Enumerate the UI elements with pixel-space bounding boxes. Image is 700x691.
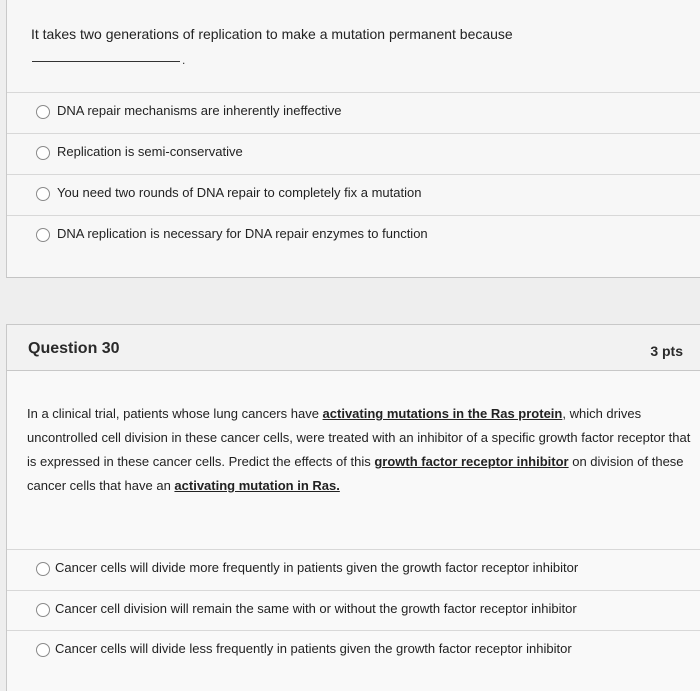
question-points: 3 pts <box>650 343 683 359</box>
answer-option-label: Cancer cells will divide more frequently in patients given the growth factor receptor inhibitor <box>55 560 579 575</box>
radio-button[interactable] <box>36 146 50 160</box>
answer-blank <box>32 61 180 62</box>
question-title: Question 30 <box>28 340 120 357</box>
prompt-emphasis: activating mutation in Ras. <box>174 478 340 493</box>
blank-period: . <box>182 53 186 67</box>
prompt-text: on division of these cancer cells that have an <box>27 454 684 493</box>
radio-button[interactable] <box>36 562 50 576</box>
radio-button[interactable] <box>36 228 50 242</box>
answer-option-label: DNA repair mechanisms are inherently ineffective <box>57 103 342 118</box>
prompt-emphasis: growth factor receptor inhibitor <box>374 454 569 469</box>
answer-option-label: DNA replication is necessary for DNA repair enzymes to function <box>57 226 428 241</box>
question-30-prompt <box>27 402 691 498</box>
answer-option-label: Replication is semi-conservative <box>57 144 243 159</box>
answer-option[interactable] <box>7 215 700 255</box>
radio-button[interactable] <box>36 603 50 617</box>
answer-option[interactable] <box>7 174 700 214</box>
answer-option-label: Cancer cell division will remain the same with or without the growth factor receptor inhibitor <box>55 601 577 616</box>
radio-button[interactable] <box>36 643 50 657</box>
answer-option[interactable] <box>7 549 700 589</box>
answer-option[interactable] <box>7 590 700 630</box>
prompt-text: , which drives uncontrolled cell division in these cancer cells, were treated with an inhibitor of a specific growth factor receptor that is expressed in these cancer cells. Predict the effects of this <box>27 406 691 469</box>
question-30-body <box>6 371 700 691</box>
answer-option-label: Cancer cells will divide less frequently in patients given the growth factor receptor inhibitor <box>55 641 572 656</box>
answer-option[interactable] <box>7 630 700 670</box>
radio-button[interactable] <box>36 187 50 201</box>
radio-button[interactable] <box>36 105 50 119</box>
question-29-card <box>6 0 700 278</box>
question-30-header <box>6 324 700 371</box>
prompt-emphasis: activating mutations in the Ras protein <box>322 406 563 421</box>
answer-option-label: You need two rounds of DNA repair to completely fix a mutation <box>57 185 422 200</box>
answer-option[interactable] <box>7 92 700 132</box>
answer-option[interactable] <box>7 133 700 173</box>
question-29-prompt: It takes two generations of replication to make a mutation permanent because <box>31 26 513 42</box>
prompt-text: In a clinical trial, patients whose lung cancers have <box>27 406 323 421</box>
